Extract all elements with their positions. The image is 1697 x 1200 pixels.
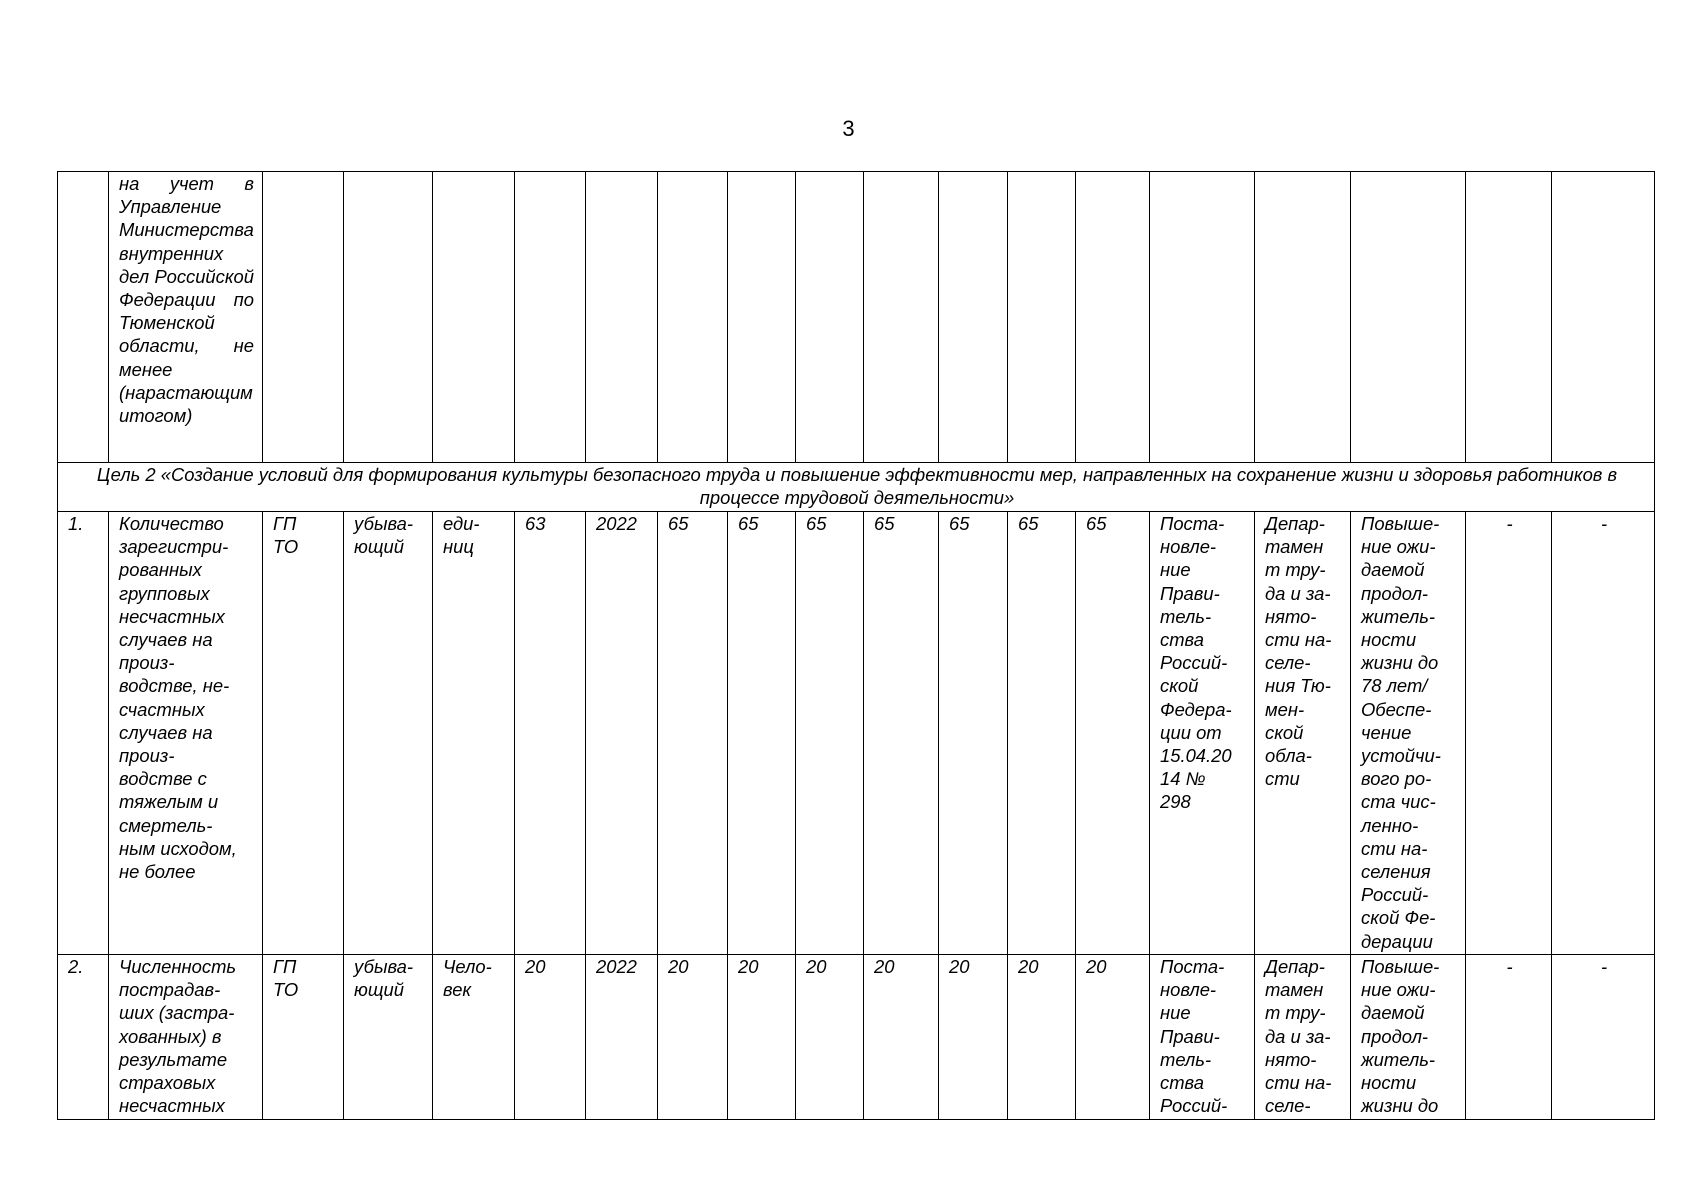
cell-value bbox=[1008, 172, 1076, 463]
goal-heading: Цель 2 «Создание условий для формирования культуры безопасного труда и повышение эффективности мер, направленных на сохранение жизни и здоровья работников в процессе трудовой деятельности» bbox=[58, 463, 1655, 512]
page-number: 3 bbox=[842, 116, 855, 141]
cell-level bbox=[263, 172, 344, 463]
cell-unit: Чело- век bbox=[433, 955, 515, 1120]
cell-indicator: на учет в Управление Министерства внутренних дел Российской Федерации по Тюменской области, не менее (нарастающим итогом) bbox=[109, 172, 263, 463]
cell-value: 65 bbox=[939, 512, 1008, 955]
cell-base-value: 63 bbox=[515, 512, 586, 955]
cell-base-year: 2022 bbox=[586, 512, 658, 955]
cell-value: 65 bbox=[1008, 512, 1076, 955]
goal-row bbox=[58, 463, 1655, 512]
cell-link bbox=[1351, 172, 1466, 463]
cell-value: 20 bbox=[1008, 955, 1076, 1120]
cell-value bbox=[658, 172, 728, 463]
cell-link: Повыше- ние ожи- даемой продол- житель- ности жизни до 78 лет/ Обеспе- чение устойчи- вого ро- ста чис- ленно- сти на- селения Россий- ской Фе- дерации bbox=[1351, 512, 1466, 955]
cell-responsible: Депар- тамен т тру- да и за- нято- сти на- селе- bbox=[1255, 955, 1351, 1120]
cell-value bbox=[939, 172, 1008, 463]
cell-indicator: Количество зарегистри- рованных групповых несчастных случаев на произ- водстве, не- счастных случаев на произ- водстве с тяжелым и смертель- ным исходом, не более bbox=[109, 512, 263, 955]
cell-extra-2: - bbox=[1552, 955, 1655, 1120]
cell-num: 1. bbox=[58, 512, 109, 955]
cell-unit: еди- ниц bbox=[433, 512, 515, 955]
table-row bbox=[58, 955, 1655, 1120]
cell-value: 20 bbox=[939, 955, 1008, 1120]
cell-base-year bbox=[586, 172, 658, 463]
cell-responsible: Депар- тамен т тру- да и за- нято- сти на- селе- ния Тю- мен- ской обла- сти bbox=[1255, 512, 1351, 955]
cell-value: 20 bbox=[728, 955, 796, 1120]
cell-value bbox=[796, 172, 864, 463]
cell-document: Поста- новле- ние Прави- тель- ства Россий- ской Федера- ции от 15.04.20 14 № 298 bbox=[1150, 512, 1255, 955]
cell-value bbox=[864, 172, 939, 463]
cell-level: ГП ТО bbox=[263, 512, 344, 955]
cell-num bbox=[58, 172, 109, 463]
cell-indicator: Численность пострадав- ших (застра- хованных) в результате страховых несчастных bbox=[109, 955, 263, 1120]
table-row-continuation bbox=[58, 172, 1655, 463]
indicators-table bbox=[57, 171, 1655, 1120]
cell-extra-1: - bbox=[1466, 512, 1552, 955]
cell-base-value: 20 bbox=[515, 955, 586, 1120]
cell-document: Поста- новле- ние Прави- тель- ства Россий- bbox=[1150, 955, 1255, 1120]
table-row bbox=[58, 512, 1655, 955]
cell-value bbox=[1076, 172, 1150, 463]
cell-extra-2: - bbox=[1552, 512, 1655, 955]
cell-extra-1 bbox=[1466, 172, 1552, 463]
cell-value: 20 bbox=[1076, 955, 1150, 1120]
cell-num: 2. bbox=[58, 955, 109, 1120]
cell-base-year: 2022 bbox=[586, 955, 658, 1120]
cell-value: 20 bbox=[796, 955, 864, 1120]
cell-responsible bbox=[1255, 172, 1351, 463]
cell-level: ГП ТО bbox=[263, 955, 344, 1120]
cell-trend bbox=[344, 172, 433, 463]
cell-value: 65 bbox=[796, 512, 864, 955]
cell-trend: убыва- ющий bbox=[344, 955, 433, 1120]
cell-extra-1: - bbox=[1466, 955, 1552, 1120]
cell-value: 65 bbox=[728, 512, 796, 955]
cell-base-value bbox=[515, 172, 586, 463]
cell-value: 65 bbox=[658, 512, 728, 955]
cell-value: 65 bbox=[1076, 512, 1150, 955]
cell-value bbox=[728, 172, 796, 463]
cell-document bbox=[1150, 172, 1255, 463]
cell-value: 20 bbox=[864, 955, 939, 1120]
cell-value: 65 bbox=[864, 512, 939, 955]
cell-link: Повыше- ние ожи- даемой продол- житель- ности жизни до bbox=[1351, 955, 1466, 1120]
cell-trend: убыва- ющий bbox=[344, 512, 433, 955]
cell-unit bbox=[433, 172, 515, 463]
cell-extra-2 bbox=[1552, 172, 1655, 463]
cell-value: 20 bbox=[658, 955, 728, 1120]
